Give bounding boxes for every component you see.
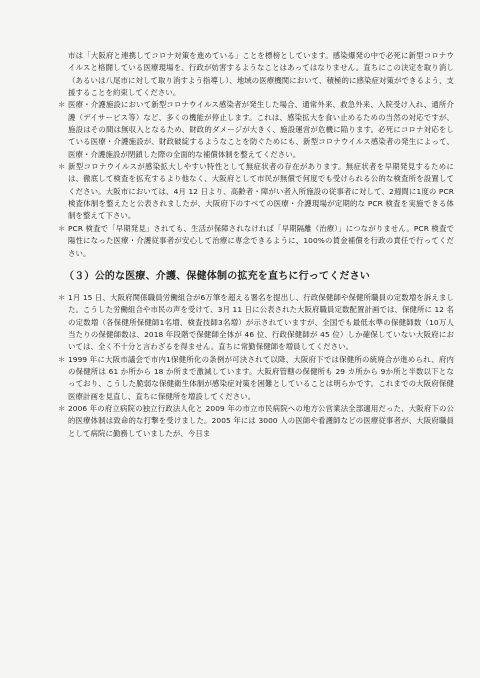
bullet-public-hospitals [58, 403, 454, 440]
bullet-health-centers [58, 354, 454, 403]
bullet-mark: ＊ [58, 223, 66, 233]
bullet-text: 医療・介護施設において新型コロナウイルス感染者が発生した場合、通常外来、救急外来、入院受け入れ、通所介護（デイサービス等）など、多くの機能が停止します。これは、感染拡大を食い止めるための当然の対応ですが、施設はその間は無収入となるため、財政的ダメージが大きく、施設運営が危機に陥ります。必死にコロナ対応をしている医療・介護施設が、財政破綻するようなことを防ぐためにも、新型コロナウイルス感染者の発生によって、医療・介護施設が閉鎖した際の全面的な補償体制を整えてください。 [68, 100, 454, 159]
bullet-mark: ＊ [58, 162, 66, 172]
bullet-facility-compensation [58, 99, 454, 161]
bullet-mark: ＊ [58, 354, 66, 364]
bullet-text: 1999 年に大阪市議会で市内1保健所化の条例が可決されて以降、大阪府下では保健所の統廃合が進められ、府内の保健所は 61 か所から 18 か所まで激減しています。大阪府管轄の保健所も 29 カ所から 9か所と半数以下となっており、こうした脆弱な保健衛生体制が感染症対策を困難としていることは明らかです。これまでの大阪府保健医療計画を見直し、直ちに保健所を増設してください。 [68, 354, 454, 401]
bullet-text: 新型コロナウイルスが感染拡大しやすい特性として無症状者の存在があります。無症状者を早期発見するためには、徹底して検査を拡充するより他なく、大阪府として市民が無償で何度でも受けられる公的な検査所を設置してください。大阪市においては、4月 12 日より、高齢者・障がい者入所施設の従事者に対して、2週間に1度の PCR 検査体制を整えたと公表されましたが、大阪府下のすべての医療・介護現場が定期的な PCR 検査を実施できる体制を整えて下さい。 [68, 162, 454, 221]
bullet-text: PCR 検査で「早期発見」されても、生活が保障されなければ「早期隔離（治療）」につながりません。PCR 検査で陽性になった医療・介護従事者が安心して治療に専念できるように、100%の賃金補償を行政の責任で行ってください。 [68, 223, 454, 258]
bullet-text: 2006 年の府立病院の独立行政法人化と 2009 年の市立市民病院への地方公営業法全部適用だった、大阪府下の公的医療体制は致命的な打撃を受けました。2005 年には 3000 人の医師や看護師などの医療従事者が、大阪府職員として病院に勤務していましたが、今日ま [68, 403, 454, 438]
bullet-public-health-nurses [58, 292, 454, 354]
bullet-mark: ＊ [58, 292, 66, 302]
bullet-list-top [58, 99, 454, 259]
bullet-mark: ＊ [58, 100, 66, 110]
bullet-wage-compensation [58, 223, 454, 260]
bullet-mark: ＊ [58, 403, 66, 413]
intro-paragraph: 市は「大阪府と連携してコロナ対策を進めている」ことを標榜としています。感染爆発の中で必死に新型コロナウイルスと格闘している医療現場を、行政が妨害するようなことはあってはなりません。直ちにこの決定を取り消し（あるいは八尾市に対して取り消すよう指導し）、地域の医療機関において、積極的に感染症対策ができるよう、支援することを約束してください。 [68, 51, 454, 98]
bullet-list-bottom [58, 292, 454, 440]
bullet-text: 1月 15 日、大阪府関係職員労働組合が6万筆を超える署名を提出し、行政保健師や保健所職員の定数増を訴えました。こうした労働組合や市民の声を受けて、3月 11 日に公表された大阪府職員定数配置計画では、保健所に 12 名の定数増（各保健所保健師1名増、検査技師3名増）が示されていますが、全国でも最低水準の保健師数（10万人当たりの保健師数は、2018 年段階で保健師全体が 46 位、行政保健師が 45 位）しか確保していない大阪府においては、全く不十分と言わざるを得ません。直ちに常勤保健師を増員してください。 [68, 292, 454, 352]
section-heading: （３）公的な医療、介護、保健体制の拡充を直ちに行ってください [64, 270, 370, 282]
bullet-free-testing [58, 161, 454, 223]
